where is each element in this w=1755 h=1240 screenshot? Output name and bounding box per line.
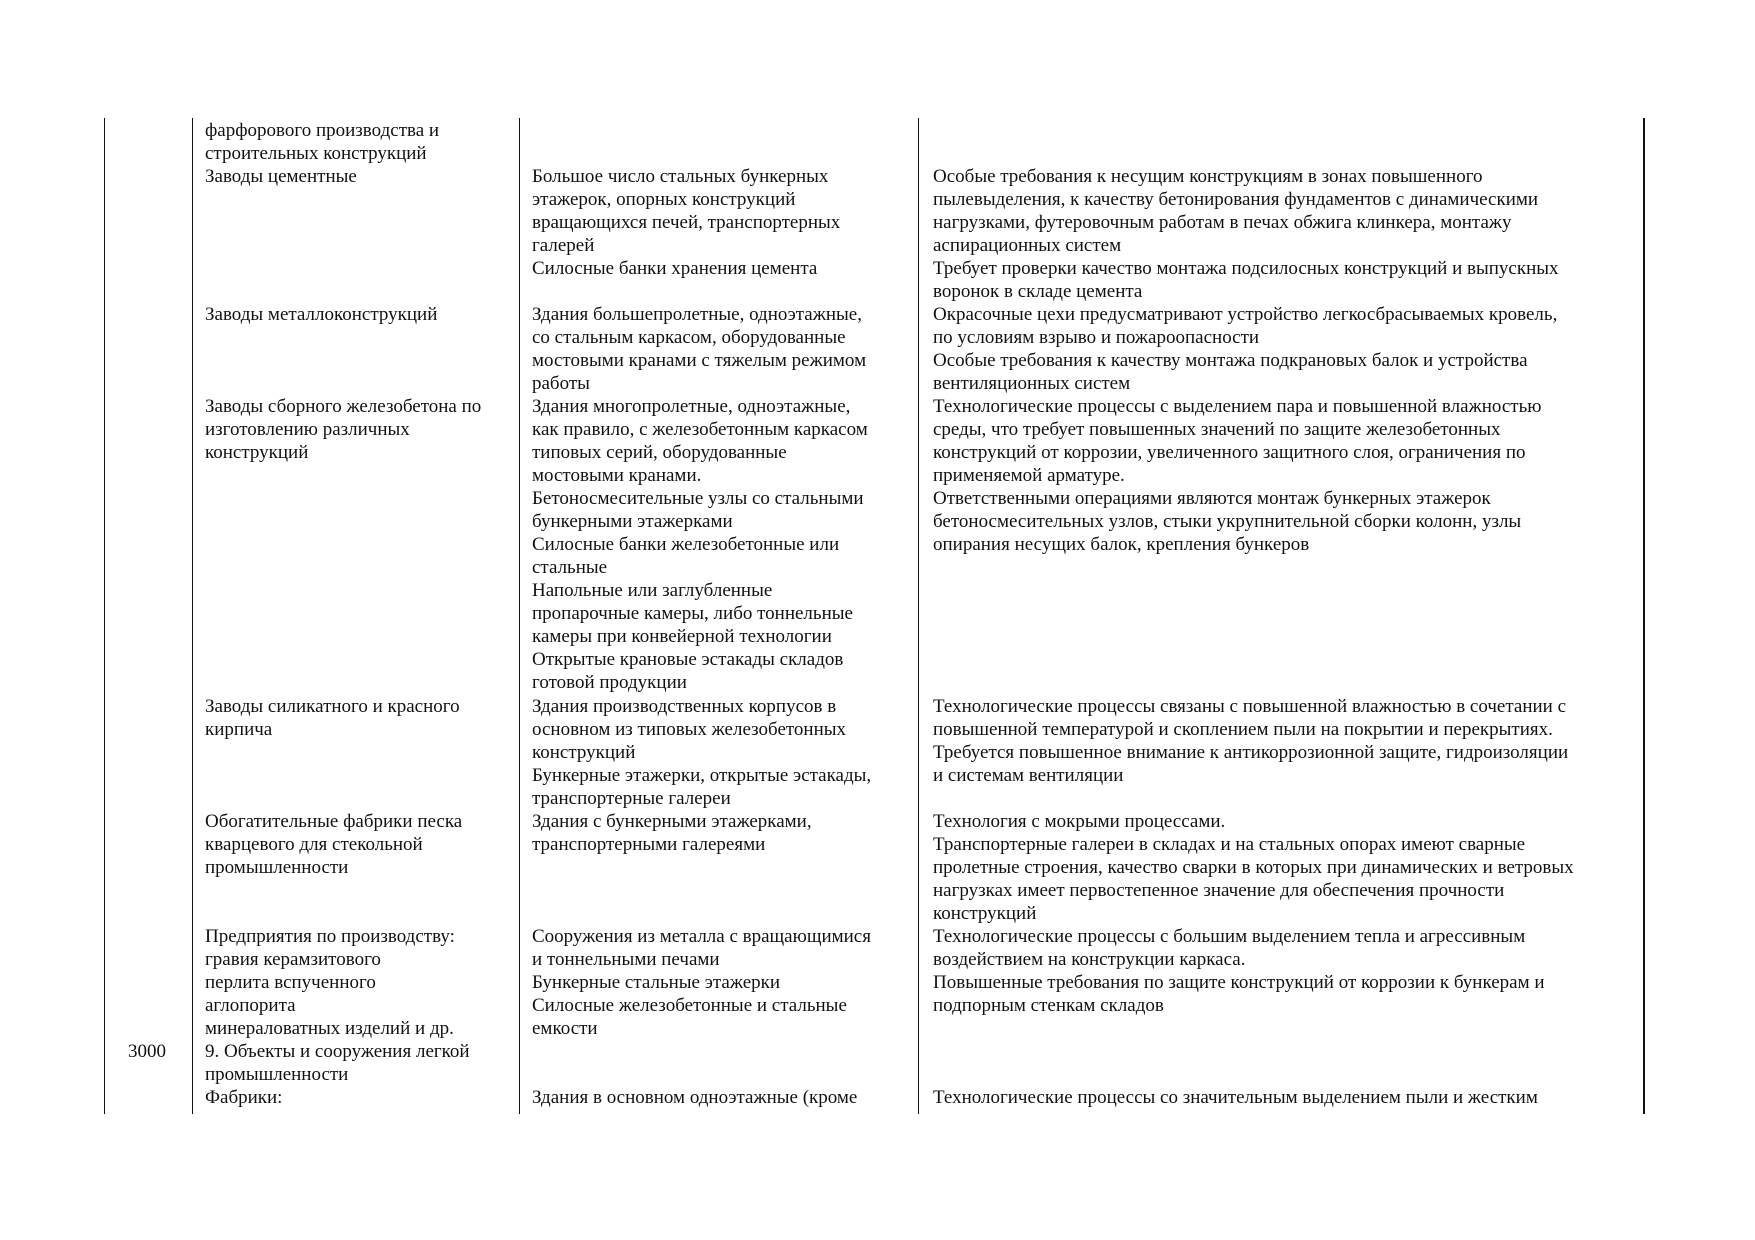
row-code: 3000 bbox=[128, 1041, 166, 1062]
object-name: Заводы сборного железобетона по изготовлению различных конструкций bbox=[205, 396, 482, 463]
buildings-description: Здания большепролетные, одноэтажные, со стальным каркасом, оборудованные мостовыми кранами с тяжелым режимом работы bbox=[532, 304, 867, 394]
buildings-description: Здания с бункерными этажерками, транспортерными галереями bbox=[532, 811, 812, 855]
object-name: Заводы цементные bbox=[205, 166, 357, 187]
buildings-description: Здания производственных корпусов в основном из типовых железобетонных конструкций Бункерные этажерки, открытые эстакады, транспортерные галереи bbox=[532, 696, 872, 809]
object-name: Заводы силикатного и красного кирпича bbox=[205, 696, 460, 740]
object-name: Предприятия по производству: гравия керамзитового перлита вспученного аглопорита минераловатных изделий и др. bbox=[205, 926, 455, 1039]
column-divider-1 bbox=[192, 118, 193, 1114]
table-border-left bbox=[104, 118, 105, 1114]
buildings-description: Здания многопролетные, одноэтажные, как правило, с железобетонным каркасом типовых серий, оборудованные мостовыми кранами. Бетоносмесительные узлы со стальными бункерными этажерками Силосные банки железобетонные или стальные Напольные или заглубленные пропарочные камеры, либо тоннельные камеры при конвейерной технологии Открытые крановые эстакады складов готовой продукции bbox=[532, 396, 868, 693]
features-description: Технологические процессы связаны с повышенной влажностью в сочетании с повышенной температурой и скоплением пыли на покрытии и перекрытиях. Требуется повышенное внимание к антикоррозионной защите, гидроизоляции и системам вентиляции bbox=[933, 696, 1569, 786]
object-name: фарфорового производства и строительных конструкций bbox=[205, 120, 440, 164]
object-name: Фабрики: bbox=[205, 1087, 283, 1108]
features-description: Технологические процессы с выделением пара и повышенной влажностью среды, что требует повышенных значений по защите железобетонных конструкций от коррозии, увеличенного защитного слоя, ограничения по применяемой арматуре. Ответственными операциями являются монтаж бункерных этажерок бетоносмесительных узлов, стыки укрупнительной сборки колонн, узлы опирания несущих балок, крепления бункеров bbox=[933, 396, 1542, 555]
features-description: Технологические процессы с большим выделением тепла и агрессивным воздействием на конструкции каркаса. Повышенные требования по защите конструкций от коррозии к бункерам и подпорным стенкам складов bbox=[933, 926, 1545, 1016]
buildings-description: Большое число стальных бункерных этажерок, опорных конструкций вращающихся печей, транспортерных галерей Силосные банки хранения цемента bbox=[532, 166, 841, 279]
features-description: Особые требования к несущим конструкциям в зонах повышенного пылевыделения, к качеству бетонирования фундаментов с динамическими нагрузками, футеровочным работам в печах обжига клинкера, монтажу аспирационных систем Требует проверки качество монтажа подсилосных конструкций и выпускных воронок в складе цемента bbox=[933, 166, 1559, 302]
column-divider-3 bbox=[918, 118, 919, 1114]
features-description: Окрасочные цехи предусматривают устройство легкосбрасываемых кровель, по условиям взрыво и пожароопасности Особые требования к качеству монтажа подкрановых балок и устройства вентиляционных систем bbox=[933, 304, 1558, 394]
features-description: Технология с мокрыми процессами. Транспортерные галереи в складах и на стальных опорах имеют сварные пролетные строения, качество сварки в которых при динамических и ветровых нагрузках имеет первостепенное значение для обеспечения прочности конструкций bbox=[933, 811, 1574, 924]
section-heading: 9. Объекты и сооружения легкой промышленности bbox=[205, 1041, 470, 1085]
buildings-description: Сооружения из металла с вращающимися и тоннельными печами Бункерные стальные этажерки Силосные железобетонные и стальные емкости bbox=[532, 926, 871, 1039]
object-name: Обогатительные фабрики песка кварцевого для стекольной промышленности bbox=[205, 811, 463, 878]
object-name: Заводы металлоконструкций bbox=[205, 304, 438, 325]
column-divider-2 bbox=[519, 118, 520, 1114]
table-border-right bbox=[1643, 118, 1645, 1114]
buildings-description: Здания в основном одноэтажные (кроме bbox=[532, 1087, 858, 1108]
features-description: Технологические процессы со значительным выделением пыли и жестким bbox=[933, 1087, 1538, 1108]
